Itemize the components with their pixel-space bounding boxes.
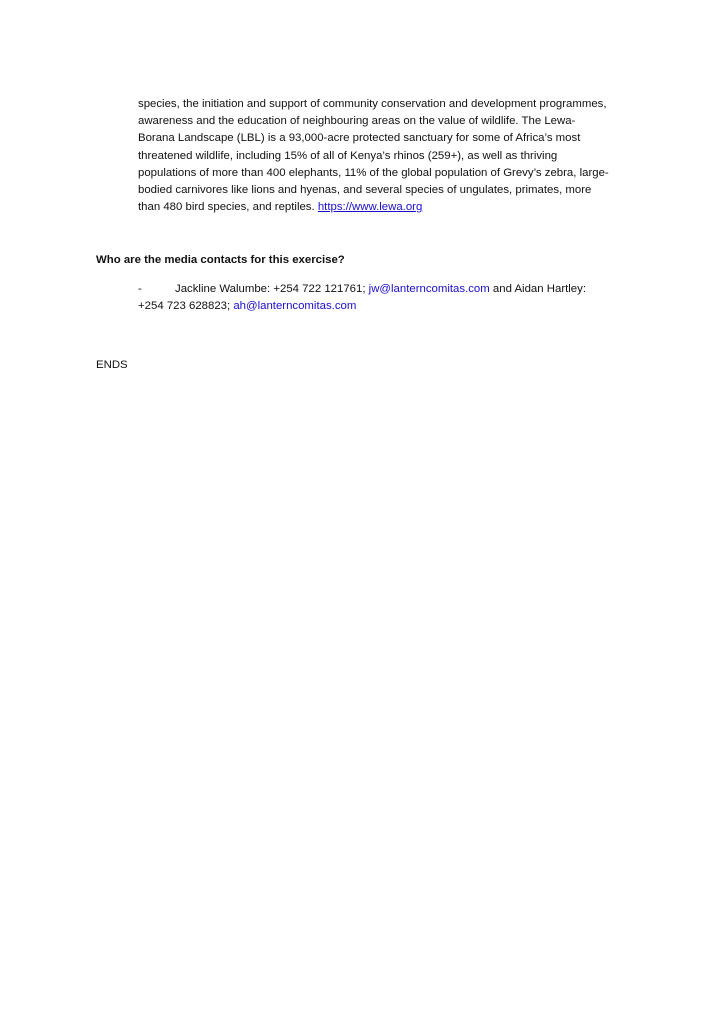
paragraph-line: bodied carnivores like lions and hyenas, and several species of ungulates, primates, more: [138, 184, 592, 197]
contact-line-1: [138, 281, 658, 298]
paragraph-line: threatened wildlife, including 15% of all of Kenya’s rhinos (259+), as well as thriving: [138, 149, 558, 162]
paragraph-line: Borana Landscape (LBL) is a 93,000-acre protected sanctuary for some of Africa’s most: [138, 132, 581, 145]
contact-hartley-intro: and Aidan Hartley:: [489, 283, 586, 295]
paragraph-line: awareness and the education of neighbouring areas on the value of wildlife. The Lewa-: [138, 115, 576, 128]
paragraph-line: species, the initiation and support of community conservation and development programmes,: [138, 98, 607, 110]
contact-line-2: [138, 298, 658, 315]
paragraph-last-text: than 480 bird species, and reptiles.: [138, 201, 318, 214]
paragraph-line-last: [138, 199, 638, 216]
contact-hartley-phone: +254 723 628823;: [138, 300, 234, 313]
list-bullet: -: [138, 283, 142, 295]
walumbe-email-link[interactable]: jw@lanterncomitas.com: [368, 283, 490, 295]
contact-walumbe-text: Jackline Walumbe: +254 722 121761;: [175, 283, 369, 295]
media-contacts-list: [138, 281, 658, 315]
lewa-description-paragraph: [138, 96, 638, 216]
media-contacts-heading: Who are the media contacts for this exercise?: [96, 254, 345, 266]
ends-marker: ENDS: [96, 359, 128, 371]
hartley-email-link[interactable]: ah@lanterncomitas.com: [233, 300, 357, 313]
paragraph-line: populations of more than 400 elephants, 11% of the global population of Grevy’s zebra, large-: [138, 166, 609, 179]
lewa-website-link[interactable]: https://www.lewa.org: [317, 201, 423, 214]
